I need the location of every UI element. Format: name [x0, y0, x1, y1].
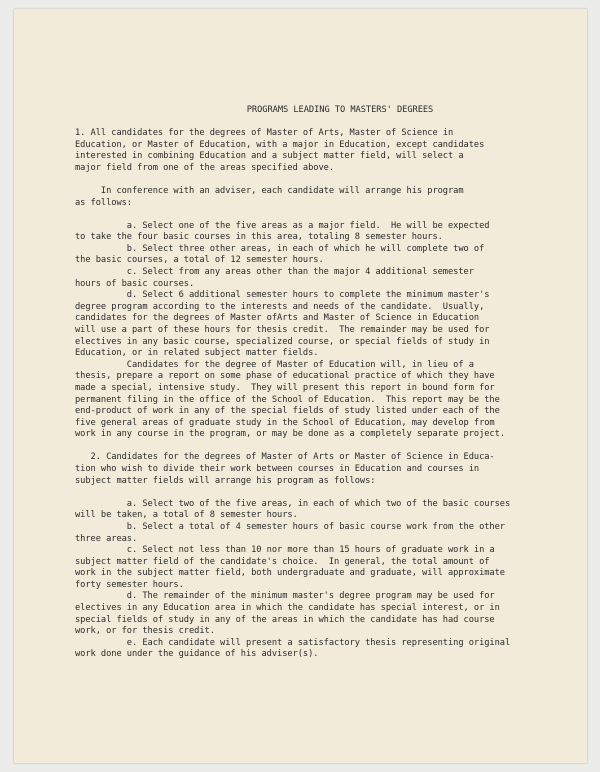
text-line: electives in any Education area in which the candidate has special interest, or in [75, 603, 500, 614]
text-line: three areas. [75, 533, 138, 544]
text-line: made a special, intensive study. They will present this report in bound form for [75, 382, 495, 393]
section-2-items [75, 499, 545, 661]
text-line: work in the subject matter field, both undergraduate and graduate, will approximate [75, 568, 505, 579]
text-line: interested in combining Education and a subject matter field, will select a [75, 151, 464, 162]
text-line: d. Select 6 additional semester hours to complete the minimum master's [75, 290, 490, 301]
text-line: tion who wish to divide their work between courses in Education and courses in [75, 464, 480, 475]
document-body [75, 105, 545, 661]
section-1-intro [75, 128, 545, 174]
text-line: permanent filing in the office of the School of Education. This report may be the [75, 394, 500, 405]
document-title: PROGRAMS LEADING TO MASTERS' DEGREES [246, 105, 434, 115]
text-line: Education, or in related subject matter fields. [75, 348, 319, 359]
text-line: the basic courses, a total of 12 semester hours. [75, 255, 324, 266]
text-line: c. Select from any areas other than the major 4 additional semester [75, 267, 474, 278]
text-line: forty semester hours. [75, 579, 184, 590]
text-line: end-product of work in any of the special fields of study listed under each of the [75, 406, 500, 417]
section-1-conference [75, 186, 545, 209]
text-line: will use a part of these hours for thesis credit. The remainder may be used for [75, 325, 490, 335]
text-line: work, or for thesis credit. [75, 626, 215, 637]
text-line: c. Select not less than 10 nor more than 15 hours of graduate work in a [75, 545, 495, 556]
text-line: major field from one of the areas specified above. [75, 162, 335, 173]
text-line: Education, or Master of Education, with a major in Education, except candidates [75, 139, 485, 150]
text-line: will be taken, a total of 8 semester hours. [75, 510, 298, 521]
text-line: to take the four basic courses in this area, totaling 8 semester hours. [75, 232, 443, 243]
text-line: work in any course in the program, or may be done as a completely separate project. [75, 429, 505, 440]
text-line: special fields of study in any of the areas in which the candidate has had course [75, 614, 495, 625]
text-line: d. The remainder of the minimum master's degree program may be used for [75, 591, 495, 602]
text-line: b. Select a total of 4 semester hours of basic course work from the other [75, 521, 505, 532]
text-line: 2. Candidates for the degrees of Master of Arts or Master of Science in Educa- [75, 452, 495, 463]
section-1-items [75, 221, 545, 441]
text-line: b. Select three other areas, in each of which he will complete two of [75, 243, 485, 254]
text-line: subject matter fields will arrange his program as follows: [75, 475, 376, 486]
text-line: work done under the guidance of his adviser(s). [75, 649, 319, 660]
text-line: 1. All candidates for the degrees of Master of Arts, Master of Science in [75, 128, 454, 139]
text-line: subject matter field of the candidate's choice. In general, the total amount of [75, 556, 490, 567]
text-line: e. Each candidate will present a satisfactory thesis representing original [75, 637, 511, 648]
text-line: In conference with an adviser, each candidate will arrange his program [75, 185, 464, 196]
text-line: hours of basic courses. [75, 278, 195, 289]
text-line: a. Select two of the five areas, in each of which two of the basic courses [75, 498, 511, 509]
document-page [14, 9, 587, 763]
text-line: thesis, prepare a report on some phase of educational practice of which they have [75, 371, 495, 382]
text-line: candidates for the degrees of Master ofArts and Master of Science in Education [75, 313, 480, 324]
text-line: Candidates for the degree of Master of Education will, in lieu of a [75, 359, 474, 370]
text-line: electives in any basic course, specialized course, or special fields of study in [75, 336, 490, 347]
text-line: five general areas of graduate study in the School of Education, may develop from [75, 417, 495, 428]
text-line: as follows: [75, 197, 132, 208]
text-line: a. Select one of the five areas as a major field. He will be expected [75, 220, 490, 231]
section-2-intro [75, 452, 545, 487]
text-line: degree program according to the interests and needs of the candidate. Usually, [75, 301, 485, 312]
